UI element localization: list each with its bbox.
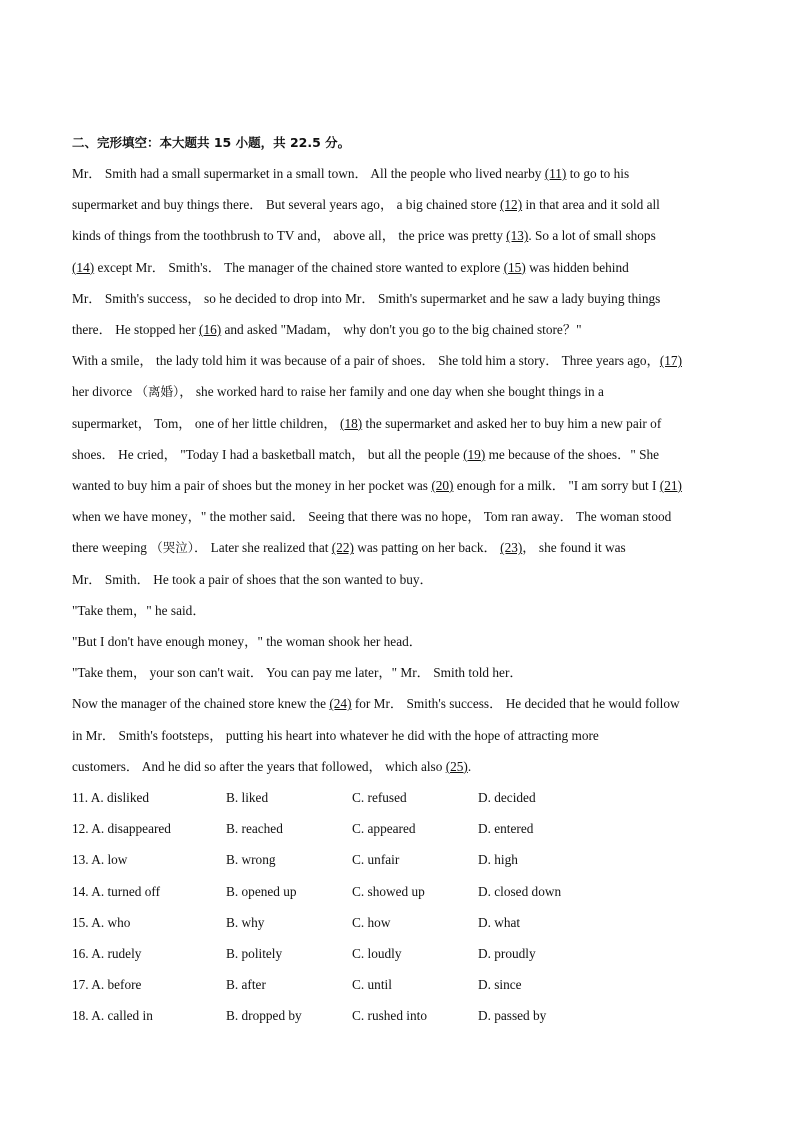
passage-line <box>72 695 680 713</box>
gloss-text: （哭泣） <box>150 540 195 556</box>
passage-text: was patting on her back． <box>353 540 501 556</box>
option-a: 11. A. disliked <box>72 790 150 805</box>
option-c: C. loudly <box>352 946 402 961</box>
option-b: B. why <box>226 914 265 930</box>
option-b: B. wrong <box>226 852 276 868</box>
passage-text: kinds of things from the toothbrush to TV and， above all， the price was pretty <box>72 228 507 244</box>
blank-number: (21) <box>659 478 682 493</box>
passage-line <box>72 571 433 589</box>
blank-number: (17) <box>659 353 682 369</box>
blank-number: (20) <box>431 478 454 493</box>
option-d: D. proudly <box>478 946 536 961</box>
option-d: D. what <box>478 914 521 930</box>
option-a: 15. A. who <box>72 914 131 930</box>
option-c: C. how <box>352 914 391 930</box>
passage-text: With a smile， the lady told him it was because of a pair of shoes． She told him a story． Three years ago， <box>72 353 660 369</box>
passage-line <box>72 664 523 682</box>
passage-text: when we have money，" the mother said． Seeing that there was no hope， Tom ran away． The woman stood <box>72 509 672 525</box>
option-b: B. politely <box>226 946 283 961</box>
passage-line <box>72 352 682 370</box>
passage-text: was hidden behind <box>525 259 629 275</box>
passage-text: Mr． Smith's success， so he decided to drop into Mr． Smith's supermarket and he saw a lady buying things <box>72 290 661 306</box>
option-a: 17. A. before <box>72 977 142 993</box>
option-b: B. reached <box>226 821 283 837</box>
option-a: 12. A. disappeared <box>72 821 171 837</box>
passage-text: me because of the shoes．" She <box>485 446 660 462</box>
passage-text: customers． And he did so after the years that followed， which also <box>72 758 446 774</box>
passage-text: . <box>467 758 472 774</box>
passage-text: supermarket， Tom， one of her little children， <box>72 415 341 431</box>
blank-number: (14) <box>72 259 95 275</box>
passage-text: ， she found it was <box>522 540 626 556</box>
passage-text: "Take them，" he said． <box>72 602 206 618</box>
blank-number: (25) <box>445 758 468 774</box>
passage-text: shoes． He cried， "Today I had a basketball match， but all the people <box>72 446 464 462</box>
blank-number: (16) <box>199 322 222 337</box>
passage-line <box>72 415 661 433</box>
option-d: D. passed by <box>478 1008 547 1024</box>
option-d: D. high <box>478 852 518 868</box>
passage-line <box>72 539 626 557</box>
section-heading: 二、完形填空：本大题共 15 小题，共 22.5 分。 <box>72 135 351 150</box>
passage-line <box>72 446 659 464</box>
option-a: 16. A. rudely <box>72 946 142 961</box>
passage-text: . So a lot of small shops <box>528 228 656 244</box>
option-c: C. appeared <box>352 821 416 837</box>
passage-text: there． He stopped her <box>72 322 200 337</box>
passage-text: the supermarket and asked her to buy him a new pair of <box>362 415 662 431</box>
blank-number: (23) <box>500 540 523 556</box>
passage-text: there weeping <box>72 540 151 556</box>
option-c: C. unfair <box>352 852 400 868</box>
option-b: B. opened up <box>226 883 297 899</box>
passage-text: her divorce <box>72 384 136 400</box>
passage-text: and asked "Madam， why don't you go to the big chained store？" <box>221 322 582 337</box>
blank-number: (19) <box>463 446 486 462</box>
option-a: 14. A. turned off <box>72 883 161 899</box>
passage-text: for Mr． Smith's success． He decided that he would follow <box>351 696 680 712</box>
option-a: 13. A. low <box>72 852 128 868</box>
option-d: D. decided <box>478 790 536 805</box>
blank-number: (15) <box>503 259 526 275</box>
passage-line <box>72 321 582 339</box>
passage-line <box>72 508 671 526</box>
option-c: C. showed up <box>352 883 425 899</box>
option-a: 18. A. called in <box>72 1008 153 1024</box>
blank-number: (24) <box>329 696 352 712</box>
passage-line <box>72 290 660 308</box>
passage-text: enough for a milk． "I am sorry but I <box>453 478 660 493</box>
passage-line <box>72 383 604 401</box>
blank-number: (18) <box>340 415 363 431</box>
blank-number: (12) <box>499 197 523 213</box>
option-c: C. refused <box>352 790 407 805</box>
passage-line <box>72 758 471 776</box>
passage-text: wanted to buy him a pair of shoes but the money in her pocket was <box>72 478 432 493</box>
passage-text: in Mr． Smith's footsteps， putting his heart into whatever he did with the hope of attracting more <box>72 727 599 743</box>
gloss-text: （离婚） <box>135 384 180 400</box>
passage-text: ， she worked hard to raise her family and one day when she bought things in a <box>179 384 604 400</box>
passage-text: Mr． Smith． He took a pair of shoes that the son wanted to buy． <box>72 571 433 587</box>
passage-line <box>72 633 422 651</box>
passage-text: "But I don't have enough money，" the woman shook her head． <box>72 634 423 649</box>
passage-line <box>72 727 599 745</box>
blank-number: (13) <box>506 228 529 244</box>
passage-text: except Mr． Smith's． The manager of the chained store wanted to explore <box>94 259 504 275</box>
option-d: D. entered <box>478 821 534 837</box>
passage-text: supermarket and buy things there． But several years ago， a big chained store <box>72 197 500 213</box>
option-c: C. until <box>352 977 392 993</box>
option-d: D. closed down <box>478 883 562 899</box>
option-b: B. after <box>226 977 266 993</box>
blank-number: (11) <box>544 166 567 181</box>
option-c: C. rushed into <box>352 1008 427 1024</box>
passage-text: ． Later she realized that <box>194 540 332 556</box>
passage-line <box>72 259 629 277</box>
blank-number: (22) <box>331 540 354 556</box>
passage-text: "Take them， your son can't wait． You can pay me later，" Mr． Smith told her． <box>72 665 523 681</box>
passage-text: Mr． Smith had a small supermarket in a small town． All the people who lived nearby <box>72 166 545 181</box>
passage-line <box>72 165 629 183</box>
option-d: D. since <box>478 977 522 993</box>
passage-line <box>72 196 660 214</box>
passage-text: to go to his <box>566 166 630 181</box>
passage-line <box>72 602 206 620</box>
option-b: B. dropped by <box>226 1008 302 1024</box>
passage-text: in that area and it sold all <box>522 197 660 213</box>
passage-line <box>72 227 656 245</box>
option-b: B. liked <box>226 790 269 805</box>
passage-line <box>72 477 682 495</box>
passage-text: Now the manager of the chained store knew the <box>72 696 330 712</box>
